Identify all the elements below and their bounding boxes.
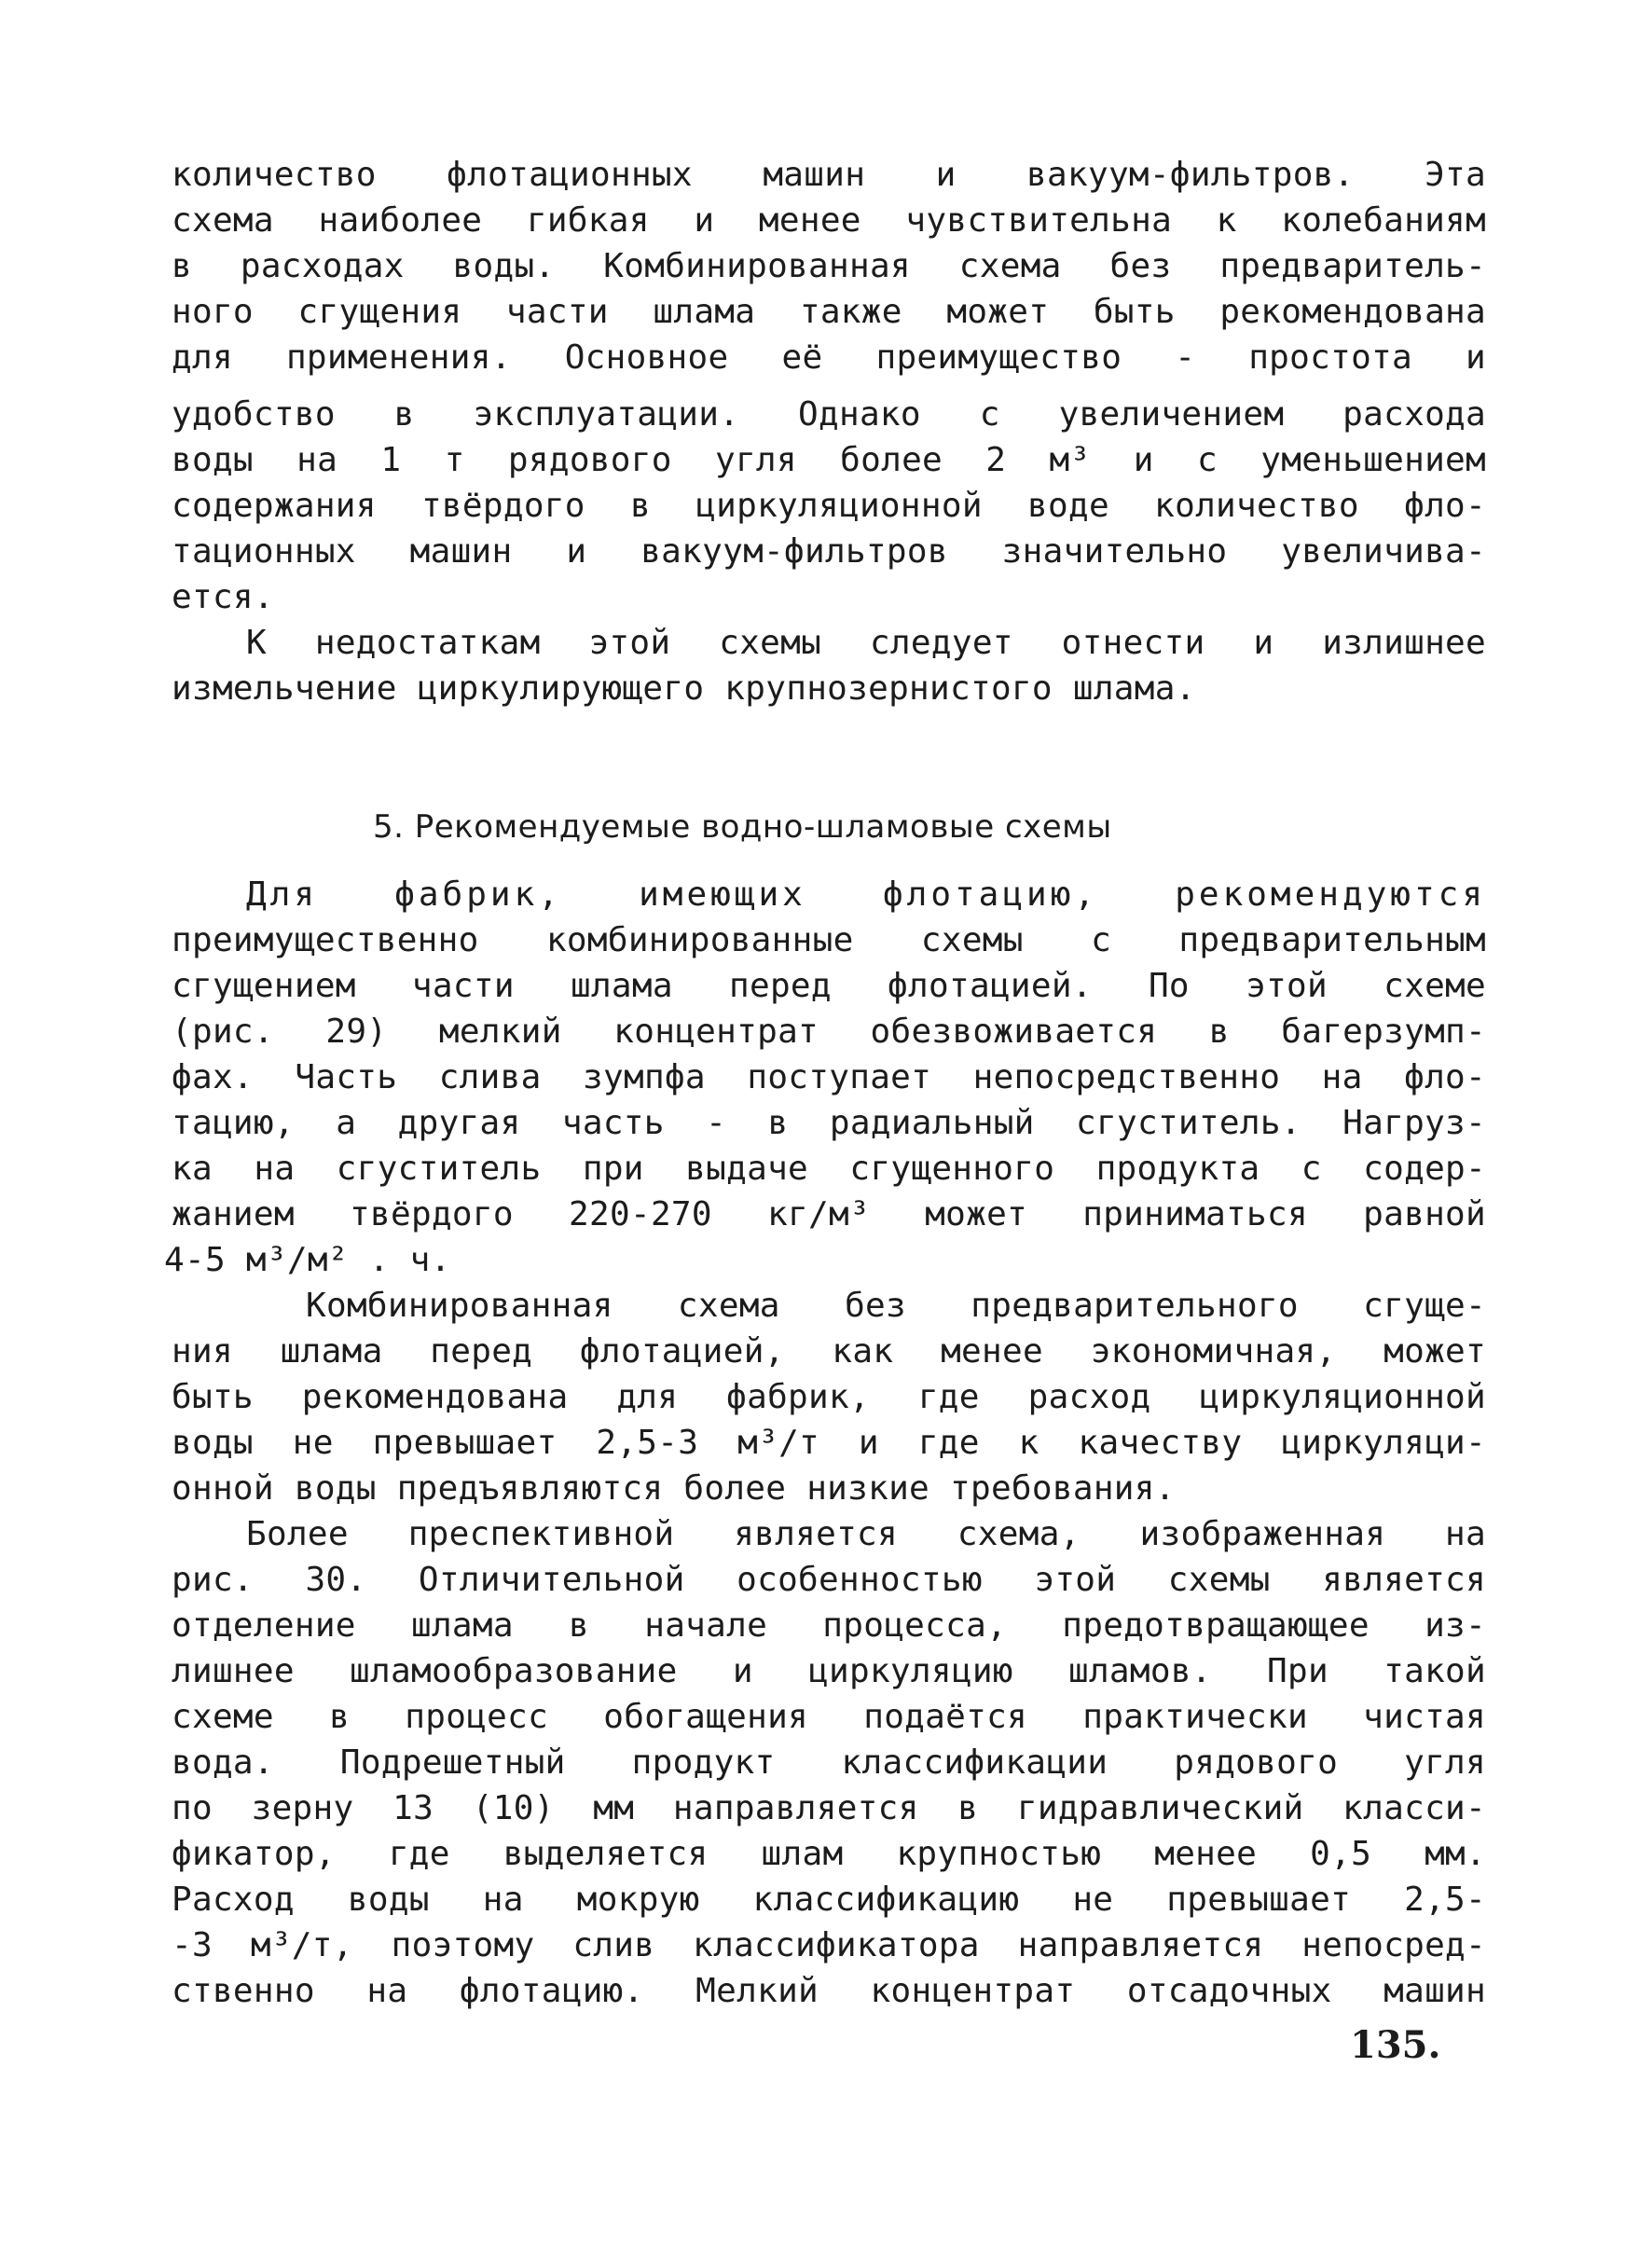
text-line: вода. Подрешетный продукт классификации рядового угля	[172, 1743, 1486, 1782]
text-line: для применения. Основное её преимущество - простота и	[172, 338, 1486, 377]
text-line: по зерну 13 (10) мм направляется в гидравлический класси-	[172, 1789, 1486, 1827]
text-line: ется.	[172, 578, 274, 616]
text-line: воды не превышает 2,5-3 м³/т и где к качеству циркуляци-	[172, 1424, 1486, 1462]
text-line: Более преспективной является схема, изображенная на	[246, 1515, 1486, 1553]
text-line: фах. Часть слива зумпфа поступает непосредственно на фло-	[172, 1058, 1486, 1096]
text-line: быть рекомендована для фабрик, где расход циркуляционной	[172, 1378, 1486, 1416]
text-line: ка на сгуститель при выдаче сгущенного продукта с содер-	[172, 1150, 1486, 1188]
text-line: в расходах воды. Комбинированная схема без предваритель-	[172, 247, 1486, 285]
text-line: количество флотационных машин и вакуум-фильтров. Эта	[172, 156, 1486, 194]
text-line: Комбинированная схема без предварительного сгуще-	[306, 1287, 1486, 1325]
text-line: онной воды предъявляются более низкие требования.	[172, 1469, 1176, 1508]
text-line: ственно на флотацию. Мелкий концентрат отсадочных машин	[172, 1972, 1486, 2010]
text-line: (рис. 29) мелкий концентрат обезвоживается в багерзумп-	[172, 1013, 1486, 1051]
text-line: -3 м³/т, поэтому слив классификатора направляется непосред-	[172, 1926, 1486, 1964]
text-line: содержания твёрдого в циркуляционной воде количество фло-	[172, 487, 1486, 525]
text-line: рис. 30. Отличительной особенностью этой схемы является	[172, 1561, 1486, 1599]
text-line: жанием твёрдого 220-270 кг/м³ может приниматься равной	[172, 1195, 1486, 1233]
text-line: Расход воды на мокрую классификацию не превышает 2,5-	[172, 1881, 1486, 1919]
text-line: ния шлама перед флотацией, как менее экономичная, может	[172, 1332, 1486, 1371]
text-line: отделение шлама в начале процесса, предотвращающее из-	[172, 1606, 1486, 1645]
text-line: преимущественно комбинированные схемы с предварительным	[172, 921, 1486, 959]
text-line: удобство в эксплуатации. Однако с увеличением расхода	[172, 395, 1486, 434]
page-number: 135.	[1350, 2023, 1441, 2067]
text-line: измельчение циркулирующего крупнозернистого шлама.	[172, 669, 1196, 708]
text-line: Для фабрик, имеющих флотацию, рекомендуются	[246, 875, 1486, 914]
text-line: лишнее шламообразование и циркуляцию шламов. При такой	[172, 1652, 1486, 1690]
section-heading: 5. Рекомендуемые водно-шламовые схемы	[373, 808, 1112, 846]
text-line: К недостаткам этой схемы следует отнести и излишнее	[246, 624, 1486, 662]
text-line: сгущением части шлама перед флотацией. По этой схеме	[172, 967, 1486, 1005]
text-line: тационных машин и вакуум-фильтров значительно увеличива-	[172, 532, 1486, 571]
text-line: фикатор, где выделяется шлам крупностью менее 0,5 мм.	[172, 1835, 1486, 1873]
text-line: схема наиболее гибкая и менее чувствительна к колебаниям	[172, 201, 1486, 240]
text-line: схеме в процесс обогащения подаётся практически чистая	[172, 1698, 1486, 1736]
text-line: ного сгущения части шлама также может быть рекомендована	[172, 293, 1486, 331]
text-line: тацию, а другая часть - в радиальный сгуститель. Нагруз-	[172, 1104, 1486, 1142]
text-line: 4-5 м³/м² . ч.	[164, 1241, 451, 1279]
text-line: воды на 1 т рядового угля более 2 м³ и с уменьшением	[172, 441, 1486, 479]
